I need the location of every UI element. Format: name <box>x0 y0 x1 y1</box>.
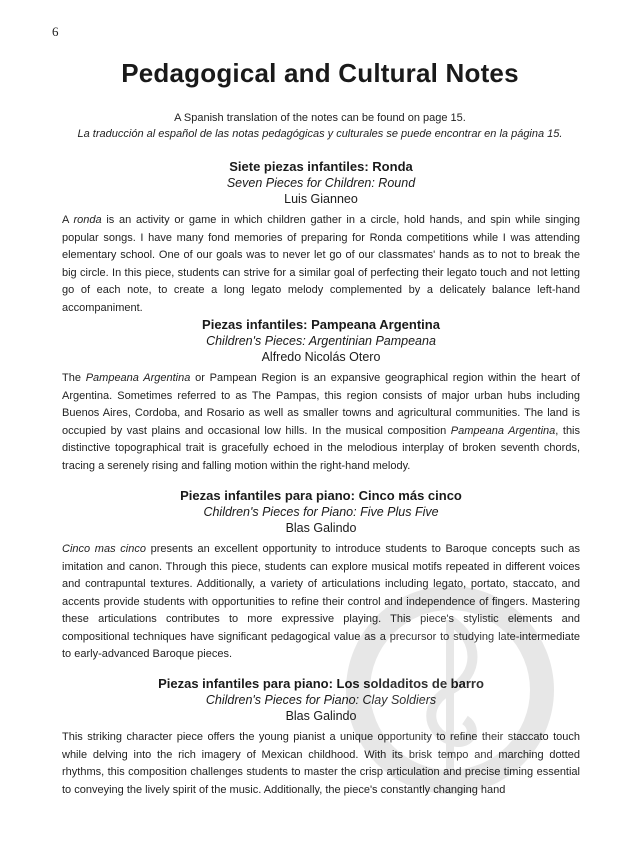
section-pampeana <box>62 316 580 475</box>
body-run: A <box>62 214 74 226</box>
page-title: Pedagogical and Cultural Notes <box>121 58 519 88</box>
section-composer: Luis Gianneo <box>284 192 358 206</box>
section-composer: Blas Galindo <box>285 521 357 535</box>
section-title: Piezas infantiles: Pampeana Argentina <box>202 317 440 332</box>
body-run: The <box>62 372 86 384</box>
section-subtitle: Children's Pieces for Piano: Clay Soldiers <box>205 693 437 707</box>
section-body <box>62 212 580 317</box>
body-run: presents an excellent opportunity to introduce students to Baroque concepts such as imitation and canon. Through this piece, students can explore musical motifs repeated in different voices and contrapuntal textures. Additionally, a variety of articulations including legato, portato, staccato, and accents provide students with opportunities to refine their control and independence of fingers. Mastering these articulations contributes to more expressive playing. This piece's stylistic elements and compositional techniques have significant pedagogical value as a precursor to studying late-intermediate to early-advanced Baroque pieces. <box>62 543 581 660</box>
section-composer: Alfredo Nicolás Otero <box>261 350 381 364</box>
section-subtitle: Children's Pieces for Piano: Five Plus Five <box>203 505 439 519</box>
section-body <box>62 370 580 475</box>
body-run: or Pampean Region is an expansive geographical region within the heart of Argentina. Sometimes referred to as The Pampas, this region consists of major urban hubs including Buenos Aires, Cordoba, and Rosario as well as smaller towns and agricultural communities. The land is occupied by vast plains and occasional low hills. In the musical composition <box>62 372 580 437</box>
section-ronda <box>62 158 580 317</box>
page-number: 6 <box>52 24 59 39</box>
section-soldaditos <box>62 675 580 799</box>
section-subtitle: Seven Pieces for Children: Round <box>226 176 416 190</box>
body-run: , this distinctive topographical trait is gracefully echoed in the melodious interplay of broken seventh chords, tracing a serenely rising and falling motion within the right-hand melody. <box>62 424 581 472</box>
section-title: Piezas infantiles para piano: Los soldaditos de barro <box>158 676 484 691</box>
italic-term: ronda <box>73 214 102 226</box>
translation-note-spanish: La traducción al español de las notas pedagógicas y culturales se puede encontrar en la página 15. <box>77 128 563 140</box>
body-run: This striking character piece offers the young pianist a unique opportunity to refine their staccato touch while delving into the rich imagery of Mexican childhood. With its brisk tempo and marching dotted rhythms, this composition challenges students to master the crisp articulation and precise timing essential to conveying the lively spirit of the music. Additionally, the piece's constantly changing hand <box>62 731 580 796</box>
section-cinco-mas-cinco <box>62 487 580 664</box>
italic-term: Pampeana Argentina <box>85 372 191 384</box>
section-composer: Blas Galindo <box>285 709 357 723</box>
italic-term: Cinco mas cinco <box>62 543 146 555</box>
body-run: is an activity or game in which children gather in a circle, hold hands, and spin while singing popular songs. I have many fond memories of preparing for Ronda competitions while I was attending elementary school. One of our goals was to never let go of our classmates' hands as to not to break the big circle. In this piece, students can strive for a similar goal of perfecting their legato touch and not letting go of each note, to create a long legato melody complemented by a delicately balance left-hand accompaniment. <box>62 214 580 314</box>
section-body <box>62 729 580 799</box>
section-title: Siete piezas infantiles: Ronda <box>229 159 413 174</box>
section-body <box>62 541 580 664</box>
section-title: Piezas infantiles para piano: Cinco más cinco <box>180 488 462 503</box>
italic-term: Pampeana Argentina <box>450 424 556 437</box>
section-subtitle: Children's Pieces: Argentinian Pampeana <box>206 334 436 348</box>
translation-note-english: A Spanish translation of the notes can be found on page 15. <box>174 112 466 124</box>
